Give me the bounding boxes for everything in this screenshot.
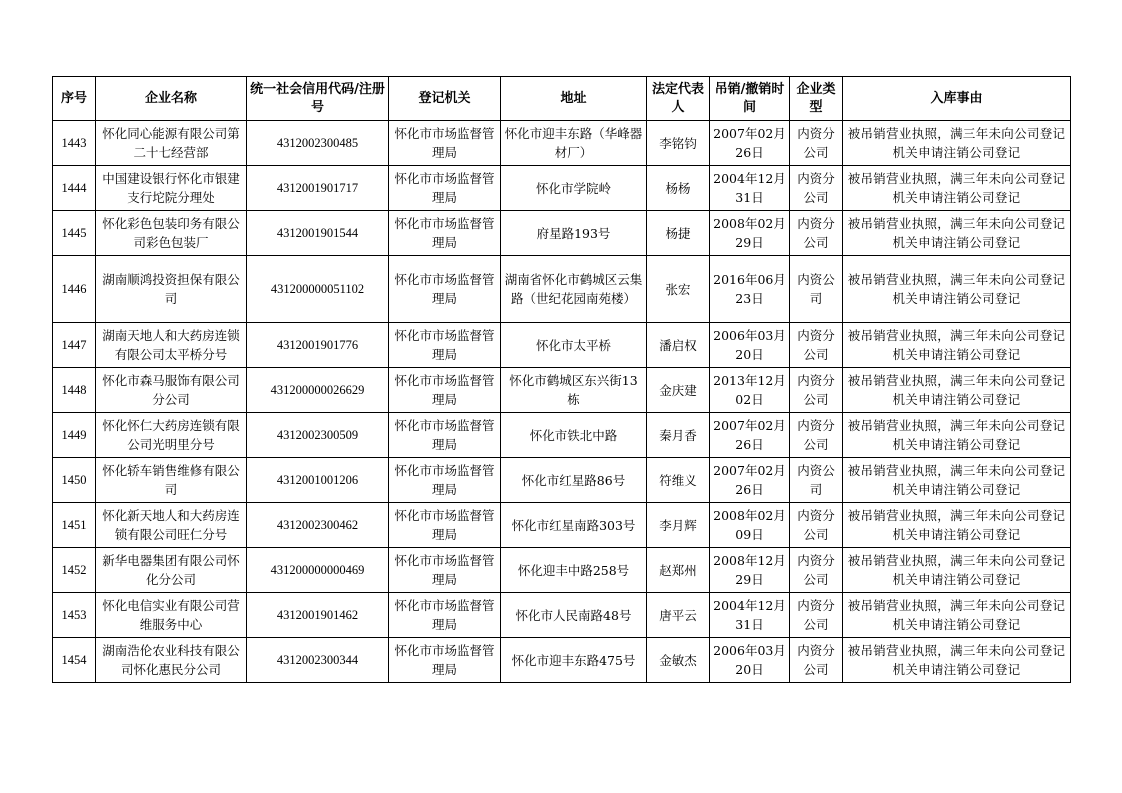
- cell-type: 内资公司: [790, 458, 843, 503]
- cell-authority: 怀化市市场监督管理局: [389, 593, 501, 638]
- cell-type: 内资公司: [790, 256, 843, 323]
- cell-authority: 怀化市市场监督管理局: [389, 166, 501, 211]
- cell-type: 内资分公司: [790, 548, 843, 593]
- cell-reason: 被吊销营业执照，满三年未向公司登记机关申请注销公司登记: [843, 458, 1071, 503]
- cell-date: 2006年03月20日: [710, 323, 790, 368]
- cell-reason: 被吊销营业执照，满三年未向公司登记机关申请注销公司登记: [843, 548, 1071, 593]
- header-authority: 登记机关: [389, 77, 501, 121]
- cell-rep: 李月辉: [647, 503, 710, 548]
- cell-authority: 怀化市市场监督管理局: [389, 548, 501, 593]
- cell-type: 内资分公司: [790, 593, 843, 638]
- header-date: 吊销/撤销时间: [710, 77, 790, 121]
- cell-name: 怀化怀仁大药房连锁有限公司光明里分号: [96, 413, 247, 458]
- table-row: [53, 458, 1071, 503]
- cell-reason: 被吊销营业执照，满三年未向公司登记机关申请注销公司登记: [843, 256, 1071, 323]
- cell-code: 4312001901717: [247, 166, 389, 211]
- cell-name: 新华电器集团有限公司怀化分公司: [96, 548, 247, 593]
- cell-address: 怀化市太平桥: [501, 323, 647, 368]
- cell-rep: 金庆建: [647, 368, 710, 413]
- cell-date: 2008年12月29日: [710, 548, 790, 593]
- table-row: [53, 593, 1071, 638]
- cell-reason: 被吊销营业执照，满三年未向公司登记机关申请注销公司登记: [843, 368, 1071, 413]
- cell-name: 怀化电信实业有限公司营维服务中心: [96, 593, 247, 638]
- cell-name: 怀化新天地人和大药房连锁有限公司旺仁分号: [96, 503, 247, 548]
- cell-name: 怀化同心能源有限公司第二十七经营部: [96, 121, 247, 166]
- cell-seq: 1450: [53, 458, 96, 503]
- cell-type: 内资分公司: [790, 413, 843, 458]
- cell-code: 431200000000469: [247, 548, 389, 593]
- cell-code: 4312001901544: [247, 211, 389, 256]
- cell-name: 湖南顺鸿投资担保有限公司: [96, 256, 247, 323]
- cell-reason: 被吊销营业执照，满三年未向公司登记机关申请注销公司登记: [843, 413, 1071, 458]
- cell-code: 4312002300509: [247, 413, 389, 458]
- cell-name: 怀化市森马服饰有限公司分公司: [96, 368, 247, 413]
- cell-reason: 被吊销营业执照，满三年未向公司登记机关申请注销公司登记: [843, 593, 1071, 638]
- cell-address: 府星路193号: [501, 211, 647, 256]
- cell-seq: 1452: [53, 548, 96, 593]
- cell-name: 中国建设银行怀化市银建支行坨院分理处: [96, 166, 247, 211]
- cell-rep: 唐平云: [647, 593, 710, 638]
- cell-rep: 潘启权: [647, 323, 710, 368]
- cell-name: 怀化轿车销售维修有限公司: [96, 458, 247, 503]
- cell-seq: 1454: [53, 638, 96, 683]
- cell-date: 2008年02月09日: [710, 503, 790, 548]
- cell-reason: 被吊销营业执照，满三年未向公司登记机关申请注销公司登记: [843, 638, 1071, 683]
- cell-reason: 被吊销营业执照，满三年未向公司登记机关申请注销公司登记: [843, 166, 1071, 211]
- cell-reason: 被吊销营业执照，满三年未向公司登记机关申请注销公司登记: [843, 323, 1071, 368]
- table-row: [53, 638, 1071, 683]
- cell-seq: 1448: [53, 368, 96, 413]
- cell-seq: 1449: [53, 413, 96, 458]
- cell-type: 内资分公司: [790, 323, 843, 368]
- cell-address: 怀化市迎丰东路（华峰器材厂）: [501, 121, 647, 166]
- cell-date: 2006年03月20日: [710, 638, 790, 683]
- table-row: [53, 503, 1071, 548]
- cell-authority: 怀化市市场监督管理局: [389, 256, 501, 323]
- cell-code: 4312002300462: [247, 503, 389, 548]
- cell-address: 怀化市红星路86号: [501, 458, 647, 503]
- cell-type: 内资分公司: [790, 211, 843, 256]
- cell-address: 怀化市红星南路303号: [501, 503, 647, 548]
- cell-authority: 怀化市市场监督管理局: [389, 211, 501, 256]
- table-header-row: [53, 77, 1071, 121]
- cell-authority: 怀化市市场监督管理局: [389, 458, 501, 503]
- cell-code: 4312002300344: [247, 638, 389, 683]
- cell-authority: 怀化市市场监督管理局: [389, 638, 501, 683]
- cell-seq: 1451: [53, 503, 96, 548]
- header-rep: 法定代表人: [647, 77, 710, 121]
- cell-rep: 杨捷: [647, 211, 710, 256]
- cell-code: 431200000026629: [247, 368, 389, 413]
- cell-address: 湖南省怀化市鹤城区云集路（世纪花园南苑楼）: [501, 256, 647, 323]
- header-name: 企业名称: [96, 77, 247, 121]
- cell-seq: 1443: [53, 121, 96, 166]
- cell-rep: 李铭钧: [647, 121, 710, 166]
- cell-code: 4312001901776: [247, 323, 389, 368]
- cell-rep: 赵郑州: [647, 548, 710, 593]
- table-row: [53, 368, 1071, 413]
- table-row: [53, 256, 1071, 323]
- cell-reason: 被吊销营业执照，满三年未向公司登记机关申请注销公司登记: [843, 121, 1071, 166]
- cell-type: 内资分公司: [790, 121, 843, 166]
- cell-date: 2016年06月23日: [710, 256, 790, 323]
- cell-date: 2008年02月29日: [710, 211, 790, 256]
- table-row: [53, 323, 1071, 368]
- cell-name: 湖南浩伦农业科技有限公司怀化惠民分公司: [96, 638, 247, 683]
- cell-authority: 怀化市市场监督管理局: [389, 323, 501, 368]
- table-row: [53, 413, 1071, 458]
- cell-date: 2007年02月26日: [710, 413, 790, 458]
- cell-code: 431200000051102: [247, 256, 389, 323]
- cell-authority: 怀化市市场监督管理局: [389, 121, 501, 166]
- table-row: [53, 166, 1071, 211]
- cell-date: 2004年12月31日: [710, 593, 790, 638]
- header-seq: 序号: [53, 77, 96, 121]
- cell-authority: 怀化市市场监督管理局: [389, 503, 501, 548]
- cell-seq: 1447: [53, 323, 96, 368]
- cell-authority: 怀化市市场监督管理局: [389, 413, 501, 458]
- cell-rep: 秦月香: [647, 413, 710, 458]
- cell-address: 怀化市鹤城区东兴街13栋: [501, 368, 647, 413]
- cell-seq: 1446: [53, 256, 96, 323]
- cell-seq: 1445: [53, 211, 96, 256]
- cell-address: 怀化市人民南路48号: [501, 593, 647, 638]
- cell-name: 怀化彩色包装印务有限公司彩色包装厂: [96, 211, 247, 256]
- table-row: [53, 121, 1071, 166]
- table-row: [53, 548, 1071, 593]
- cell-date: 2004年12月31日: [710, 166, 790, 211]
- cell-address: 怀化市铁北中路: [501, 413, 647, 458]
- cell-type: 内资分公司: [790, 166, 843, 211]
- cell-seq: 1444: [53, 166, 96, 211]
- cell-address: 怀化市迎丰东路475号: [501, 638, 647, 683]
- cell-name: 湖南天地人和大药房连锁有限公司太平桥分号: [96, 323, 247, 368]
- cell-code: 4312001001206: [247, 458, 389, 503]
- cell-type: 内资分公司: [790, 368, 843, 413]
- cell-reason: 被吊销营业执照，满三年未向公司登记机关申请注销公司登记: [843, 503, 1071, 548]
- cell-address: 怀化迎丰中路258号: [501, 548, 647, 593]
- cell-date: 2013年12月02日: [710, 368, 790, 413]
- header-address: 地址: [501, 77, 647, 121]
- cell-rep: 张宏: [647, 256, 710, 323]
- table-row: [53, 211, 1071, 256]
- cell-code: 4312001901462: [247, 593, 389, 638]
- cell-seq: 1453: [53, 593, 96, 638]
- cell-type: 内资分公司: [790, 503, 843, 548]
- cell-date: 2007年02月26日: [710, 121, 790, 166]
- cell-address: 怀化市学院岭: [501, 166, 647, 211]
- cell-code: 4312002300485: [247, 121, 389, 166]
- header-type: 企业类型: [790, 77, 843, 121]
- header-code: 统一社会信用代码/注册号: [247, 77, 389, 121]
- cell-reason: 被吊销营业执照，满三年未向公司登记机关申请注销公司登记: [843, 211, 1071, 256]
- cell-authority: 怀化市市场监督管理局: [389, 368, 501, 413]
- cell-date: 2007年02月26日: [710, 458, 790, 503]
- cell-type: 内资分公司: [790, 638, 843, 683]
- cell-rep: 杨杨: [647, 166, 710, 211]
- revoked-enterprises-table: [52, 76, 1071, 683]
- cell-rep: 金敏杰: [647, 638, 710, 683]
- header-reason: 入库事由: [843, 77, 1071, 121]
- cell-rep: 符维义: [647, 458, 710, 503]
